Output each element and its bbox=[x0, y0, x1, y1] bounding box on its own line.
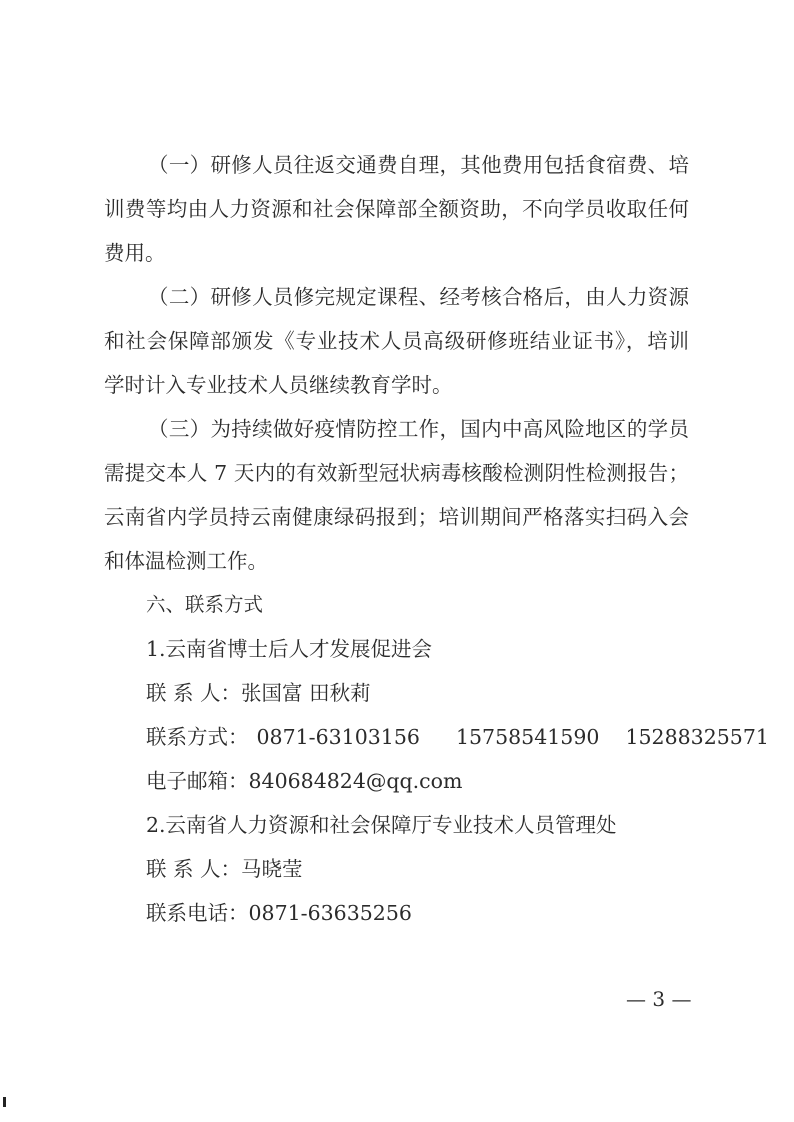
org2-contact-label: 联 系 人： bbox=[146, 857, 242, 881]
org2-contact-row bbox=[146, 854, 303, 884]
org1-phone-3: 15288325571 bbox=[625, 725, 769, 749]
section-two-line-2: 和社会保障部颁发《专业技术人员高级研修班结业证书》，培训 bbox=[104, 329, 689, 353]
section-one-line-2: 训费等均由人力资源和社会保障部全额资助，不向学员收取任何 bbox=[104, 197, 689, 221]
org1-phone-2: 15758541590 bbox=[455, 725, 600, 749]
section-one-line-1: （一）研修人员往返交通费自理，其他费用包括食宿费、培 bbox=[148, 153, 689, 177]
section-one-line-3: 费用。 bbox=[104, 241, 166, 265]
org2-phone-row bbox=[146, 898, 412, 928]
org1-phone-row bbox=[146, 722, 769, 752]
org1-contact-names: 张国富 田秋莉 bbox=[241, 681, 371, 705]
org1-phone-label: 联系方式： bbox=[146, 725, 249, 749]
org1-contact-row bbox=[146, 678, 371, 708]
org2-name: 2.云南省人力资源和社会保障厅专业技术人员管理处 bbox=[146, 813, 617, 837]
section-three-line-2: 需提交本人 7 天内的有效新型冠状病毒核酸检测阴性检测报告； bbox=[104, 461, 689, 485]
section-three-line-4: 和体温检测工作。 bbox=[104, 549, 268, 573]
org1-email-row bbox=[146, 766, 462, 796]
org1-phone-1: 0871-63103156 bbox=[256, 725, 420, 749]
section-three-line-1: （三）为持续做好疫情防控工作，国内中高风险地区的学员 bbox=[148, 417, 689, 441]
contact-heading: 六、联系方式 bbox=[146, 593, 264, 616]
org2-contact-names: 马晓莹 bbox=[241, 857, 303, 881]
scan-edge-mark bbox=[3, 1097, 6, 1107]
org1-contact-label: 联 系 人： bbox=[146, 681, 242, 705]
org1-name: 1.云南省博士后人才发展促进会 bbox=[146, 637, 433, 661]
section-two-line-1: （二）研修人员修完规定课程、经考核合格后，由人力资源 bbox=[148, 285, 689, 309]
org1-email-label: 电子邮箱： bbox=[146, 769, 249, 793]
page-number: — 3 — bbox=[626, 987, 692, 1011]
section-two-line-3: 学时计入专业技术人员继续教育学时。 bbox=[104, 373, 453, 397]
org2-phone-label: 联系电话： bbox=[146, 901, 249, 925]
org2-phone: 0871-63635256 bbox=[248, 901, 412, 925]
section-three-line-3: 云南省内学员持云南健康绿码报到；培训期间严格落实扫码入会 bbox=[104, 505, 689, 529]
org1-email: 840684824@qq.com bbox=[248, 769, 463, 793]
